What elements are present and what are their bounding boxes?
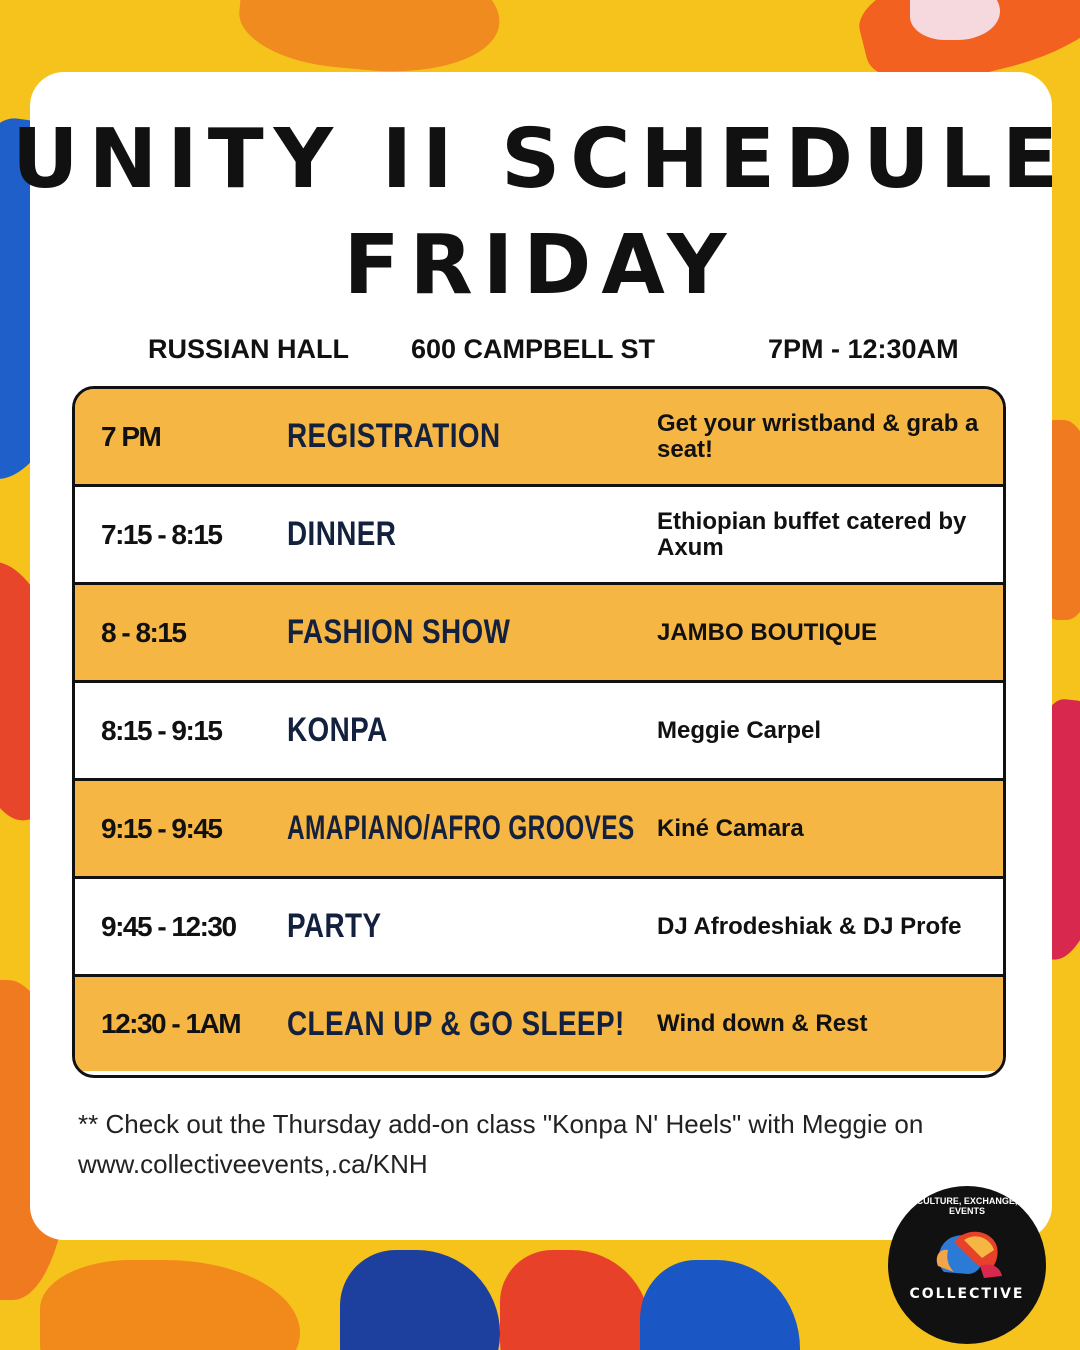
row-event: REGISTRATION bbox=[287, 417, 501, 455]
row-description: Kiné Camara bbox=[657, 814, 804, 842]
row-description: Wind down & Rest bbox=[657, 1010, 868, 1037]
row-time: 7:15 - 8:15 bbox=[101, 518, 222, 550]
hours-label: 7PM - 12:30AM bbox=[768, 334, 959, 364]
schedule-table bbox=[72, 386, 1006, 1078]
row-event: FASHION SHOW bbox=[287, 613, 511, 651]
row-time: 9:15 - 9:45 bbox=[101, 812, 222, 844]
paint-stroke bbox=[40, 1260, 300, 1350]
row-time: 9:45 - 12:30 bbox=[101, 910, 236, 942]
row-event: AMAPIANO/AFRO GROOVES bbox=[287, 809, 635, 847]
schedule-row bbox=[75, 585, 1003, 683]
row-description: Ethiopian buffet catered by Axum bbox=[657, 507, 967, 561]
row-description: JAMBO BOUTIQUE bbox=[657, 618, 878, 646]
collective-logo bbox=[888, 1186, 1046, 1344]
row-description: DJ Afrodeshiak & DJ Profe bbox=[657, 912, 962, 940]
paint-stroke bbox=[340, 1250, 500, 1350]
footnote: ** Check out the Thursday add-on class "Konpa N' Heels" with Meggie on www.collectiveevents,.ca/KNH bbox=[78, 1109, 924, 1179]
schedule-row bbox=[75, 389, 1003, 487]
schedule-row bbox=[75, 879, 1003, 977]
paint-stroke bbox=[640, 1260, 800, 1350]
address-label: 600 CAMPBELL ST bbox=[411, 334, 656, 364]
row-time: 12:30 - 1AM bbox=[101, 1008, 241, 1039]
row-time: 7 PM bbox=[101, 420, 161, 452]
head-silhouette-icon bbox=[924, 1222, 1010, 1286]
logo-wordmark: COLLECTIVE bbox=[909, 1286, 1025, 1302]
paint-stroke bbox=[500, 1250, 650, 1350]
logo-tagline: CULTURE, EXCHANGE, EVENTS bbox=[916, 1196, 1018, 1216]
paint-stroke bbox=[235, 0, 504, 81]
schedule-row bbox=[75, 683, 1003, 781]
venue-label: RUSSIAN HALL bbox=[148, 334, 349, 364]
row-time: 8 - 8:15 bbox=[101, 616, 186, 648]
page-title: UNITY II SCHEDULE bbox=[12, 112, 1068, 207]
row-description: Get your wristband & grab a seat! bbox=[657, 409, 979, 463]
schedule-row bbox=[75, 487, 1003, 585]
row-time: 8:15 - 9:15 bbox=[101, 714, 222, 746]
schedule-row bbox=[75, 781, 1003, 879]
row-description: Meggie Carpel bbox=[657, 716, 822, 744]
row-event: KONPA bbox=[287, 711, 388, 749]
row-event: PARTY bbox=[287, 907, 382, 945]
page-subtitle-day: FRIDAY bbox=[343, 218, 737, 313]
row-event: DINNER bbox=[287, 515, 397, 553]
row-event: CLEAN UP & GO SLEEP! bbox=[287, 1004, 625, 1043]
schedule-row bbox=[75, 977, 1003, 1071]
